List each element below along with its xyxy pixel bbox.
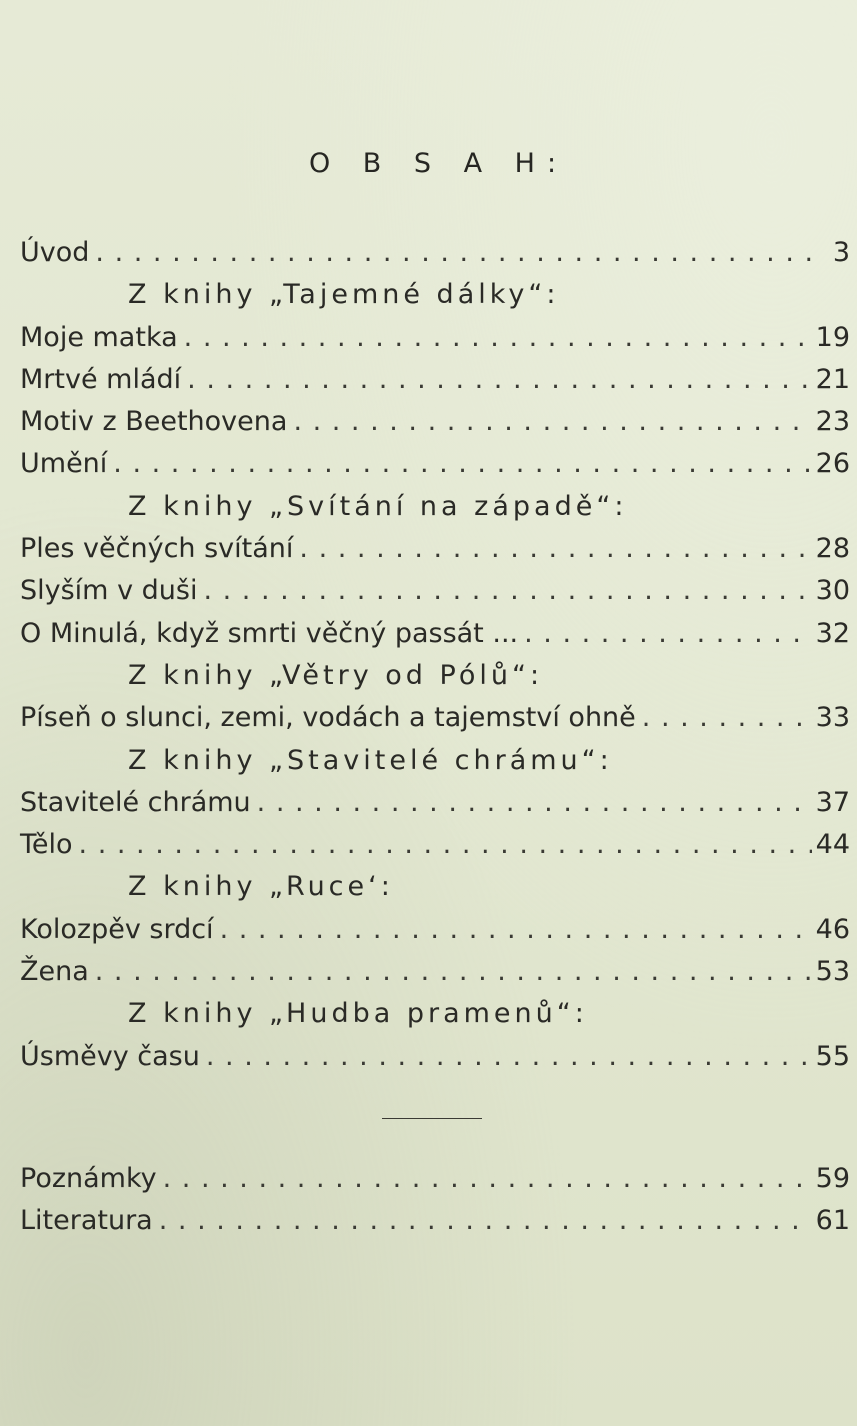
- toc-entry-title: Motiv z Beethovena: [20, 406, 288, 438]
- toc-entry: [20, 782, 850, 824]
- toc-entry-page-number: 37: [815, 786, 850, 818]
- dot-leader: [79, 824, 812, 866]
- toc-section-heading: Z knihy „Tajemné dálky“:: [128, 279, 560, 311]
- toc-entry-title: Úsměvy času: [20, 1040, 200, 1072]
- toc-entry-page-number: 32: [815, 617, 850, 649]
- table-of-contents: [20, 232, 850, 1243]
- toc-entry-title: Stavitelé chrámu: [20, 786, 251, 818]
- toc-entry-title: Kolozpěv srdcí: [20, 913, 214, 945]
- toc-entry: [20, 528, 850, 570]
- toc-section-heading: Z knihy „Hudba pramenů“:: [128, 998, 588, 1030]
- toc-entry-title: O Minulá, když smrti věčný passát ...: [20, 617, 519, 649]
- toc-section-heading: Z knihy „Stavitelé chrámu“:: [128, 744, 613, 776]
- toc-entry: [20, 401, 850, 443]
- dot-leader: [163, 1158, 812, 1200]
- toc-entry-title: Mrtvé mládí: [20, 363, 182, 395]
- toc-section-heading: Z knihy „Ruce‘:: [128, 871, 394, 903]
- toc-entry-page-number: 46: [815, 913, 850, 945]
- toc-entry-page-number: 44: [815, 829, 850, 861]
- toc-entry-page-number: 28: [815, 533, 850, 565]
- dot-leader: [642, 697, 812, 739]
- toc-entry: [20, 570, 850, 612]
- toc-entry-page-number: 19: [815, 321, 850, 353]
- toc-entry: [20, 613, 850, 655]
- dot-leader: [293, 401, 811, 443]
- dot-leader: [95, 232, 814, 274]
- dot-leader: [203, 570, 811, 612]
- toc-section-heading: Z knihy „Větry od Pólů“:: [128, 659, 544, 691]
- divider-line: [382, 1118, 482, 1119]
- dot-leader: [184, 317, 812, 359]
- toc-entry: [20, 1200, 850, 1242]
- toc-entry: [20, 443, 850, 485]
- toc-entry-title: Úvod: [20, 237, 90, 268]
- toc-entry: [20, 1158, 850, 1200]
- toc-entry-page-number: 23: [815, 406, 850, 438]
- toc-section-heading: Z knihy „Svítání na západě“:: [128, 490, 628, 522]
- toc-entry: [20, 951, 850, 993]
- toc-entry-page-number: 26: [815, 448, 850, 480]
- toc-entry: [20, 317, 850, 359]
- toc-entry-title: Ples věčných svítání: [20, 533, 294, 565]
- dot-leader: [159, 1200, 812, 1242]
- toc-entry-title: Poznámky: [20, 1162, 157, 1194]
- toc-entry-page-number: 33: [815, 702, 850, 734]
- dot-leader: [187, 359, 811, 401]
- dot-leader: [524, 613, 812, 655]
- toc-entry-page-number: 3: [832, 237, 850, 268]
- dot-leader: [299, 528, 811, 570]
- toc-entry: [20, 824, 850, 866]
- divider-row: [20, 1078, 850, 1158]
- toc-entry: [20, 1036, 850, 1078]
- toc-entry-page-number: 21: [815, 363, 850, 395]
- dot-leader: [257, 782, 812, 824]
- dot-leader: [206, 1036, 812, 1078]
- dot-leader: [220, 909, 812, 951]
- toc-entry-page-number: 59: [815, 1162, 850, 1194]
- toc-entry-title: Žena: [20, 956, 89, 988]
- toc-entry-page-number: 53: [815, 956, 850, 988]
- toc-entry-title: Píseň o slunci, zemi, vodách a tajemství ohně: [20, 702, 636, 734]
- toc-entry-title: Literatura: [20, 1205, 153, 1237]
- dot-leader: [113, 443, 811, 485]
- toc-entry-title: Tělo: [20, 829, 73, 861]
- page-title: O B S A H:: [308, 148, 569, 179]
- toc-entry-title: Moje matka: [20, 321, 178, 353]
- dot-leader: [95, 951, 812, 993]
- toc-entry-title: Slyším v duši: [20, 575, 198, 607]
- toc-entry: [20, 232, 850, 274]
- toc-entry: [20, 909, 850, 951]
- toc-entry: [20, 359, 850, 401]
- toc-entry: [20, 697, 850, 739]
- toc-entry-page-number: 30: [815, 575, 850, 607]
- toc-entry-page-number: 61: [815, 1205, 850, 1237]
- toc-entry-page-number: 55: [815, 1040, 850, 1072]
- toc-entry-title: Umění: [20, 448, 108, 480]
